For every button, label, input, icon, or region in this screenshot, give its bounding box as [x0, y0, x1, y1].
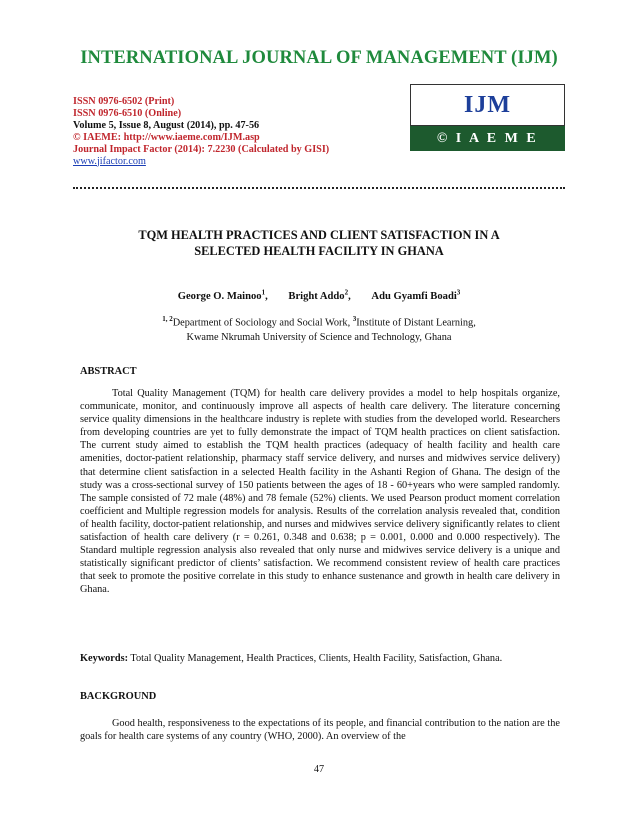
author-list	[73, 288, 565, 302]
keywords-text: Total Quality Management, Health Practices, Clients, Health Facility, Satisfaction, Ghana.	[128, 653, 503, 664]
abstract-heading: ABSTRACT	[80, 366, 137, 377]
abstract-body: Total Quality Management (TQM) for health care delivery provides a model to help hospitals organize, communicate, monitor, and continuously improve all aspects of health care delivery. The literature concerning service quality dimensions in the healthcare industry is replete with studies from the developed world. Researchers from developing countries are yet to fully demonstrate the impact of TQM health practices on client satisfaction. The current study aimed to establish the TQM health practices (adequacy of health facility and health care amenities, doctor-patient relationship, pharmacy staff service delivery, and nurses and midwives service delivery) that determine client satisfaction in a selected Health facility in the Ashanti Region of Ghana. The design of the study was a cross-sectional survey of 150 patients between the ages of 18 - 60+years who were sampled randomly. The sample consisted of 72 male (48%) and 78 female (52%) clients. We used Pearson product moment correlation coefficient and Multiple regression models for analysis. Results of the correlation analysis revealed that, condition of health facility, doctor-patient relationship, and nurses and midwives service delivery significantly relates to client satisfaction of health care delivery (r = 0.261, 0.348 and 0.638; p = 0.001, 0.000 and 0.000 respectively). The Standard multiple regression analysis also revealed that only nurse and midwives service delivery is a unique and statistically significant predictor of clients’ satisfaction. We recommend consistent review of health care practices that seek to promote the positive correlate in this study to enhance sustenance and growth in health care delivery in Ghana.	[80, 388, 560, 596]
page-number: 47	[313, 764, 325, 775]
paper-title	[73, 228, 565, 259]
iaeme-link[interactable]: © IAEME: http://www.iaeme.com/IJM.asp	[73, 131, 260, 143]
journal-info-block	[73, 96, 413, 167]
issn-online: ISSN 0976-6510 (Online)	[73, 107, 182, 119]
paper-title-line-1: TQM HEALTH PRACTICES AND CLIENT SATISFACTION IN A	[138, 228, 500, 242]
background-heading: BACKGROUND	[80, 691, 157, 702]
volume-info: Volume 5, Issue 8, August (2014), pp. 47-56	[73, 119, 260, 131]
header-divider	[73, 187, 565, 189]
impact-factor: Journal Impact Factor (2014): 7.2230 (Calculated by GISI)	[73, 143, 330, 155]
author-3: Adu Gyamfi Boadi$^3$	[371, 288, 461, 302]
background-body: Good health, responsiveness to the expectations of its people, and financial contribution to the nation are the goals for health care systems of any country (WHO, 2000). An overview of the	[80, 718, 560, 743]
issn-print: ISSN 0976-6502 (Print)	[73, 96, 175, 107]
author-1: George O. Mainoo$^1$,	[177, 288, 268, 302]
affiliations	[73, 312, 565, 345]
keywords	[80, 652, 560, 665]
logo-iaeme-text: © I A E M E	[410, 126, 565, 151]
logo-ijm-text: IJM	[410, 84, 565, 126]
keywords-label: Keywords:	[80, 653, 129, 664]
paper-title-line-2: SELECTED HEALTH FACILITY IN GHANA	[194, 243, 444, 258]
jifactor-link[interactable]: www.jifactor.com	[73, 155, 146, 167]
journal-title: INTERNATIONAL JOURNAL OF MANAGEMENT (IJM)	[80, 48, 558, 68]
author-2: Bright Addo$^2$,	[288, 288, 351, 302]
affiliation-line-1: $^{1, 2}$Department of Sociology and Social Work, $^3$Institute of Distant Learning,	[162, 315, 476, 329]
journal-logo	[410, 84, 565, 151]
affiliation-line-2: Kwame Nkrumah University of Science and Technology, Ghana	[186, 331, 452, 343]
